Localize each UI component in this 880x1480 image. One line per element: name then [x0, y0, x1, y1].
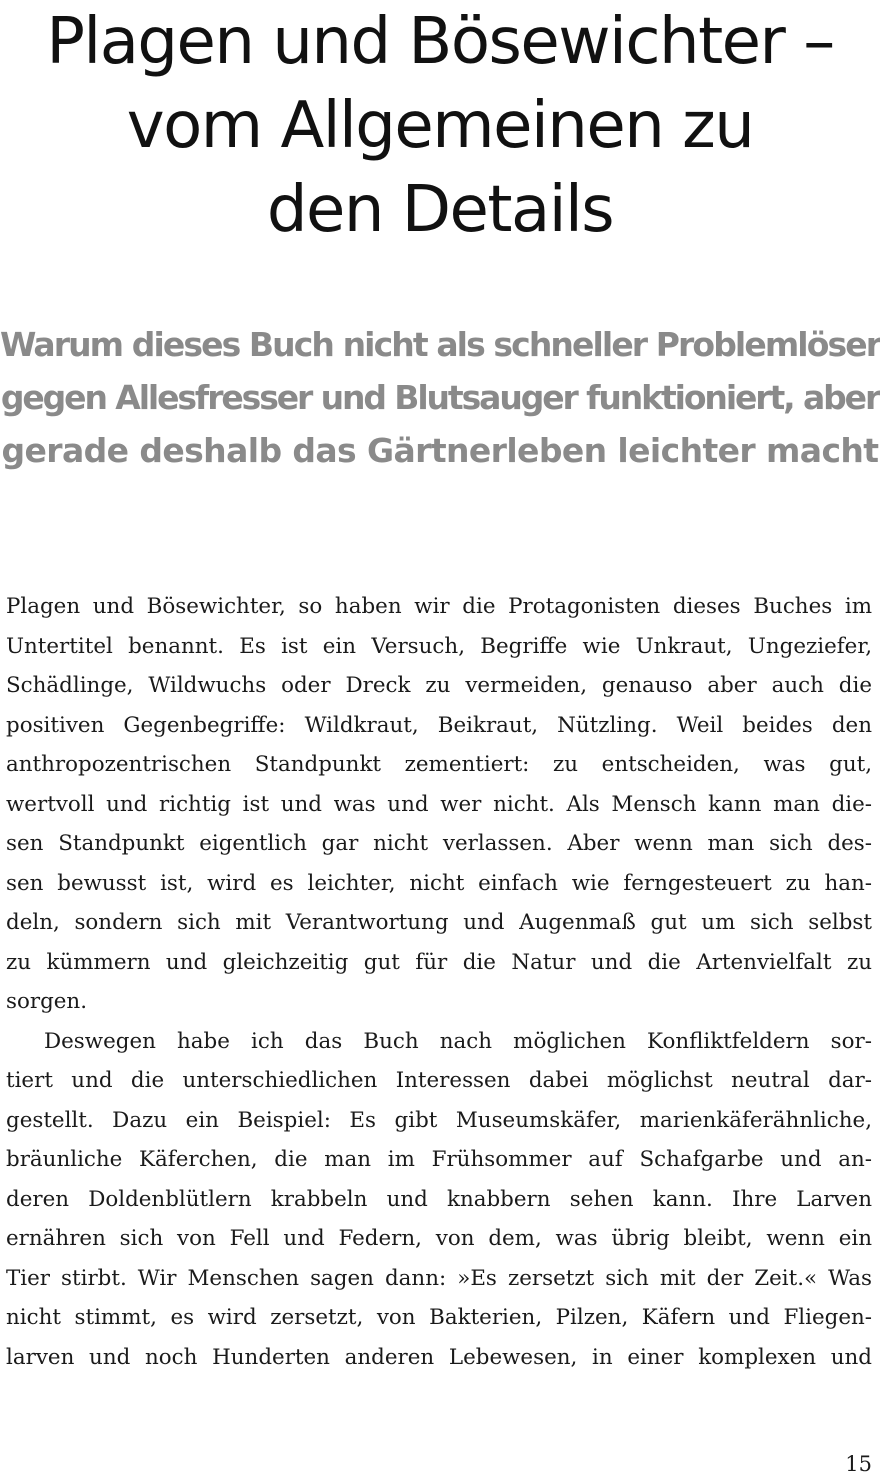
page-number: 15 [845, 1452, 872, 1476]
text-line: Tier stirbt. Wir Menschen sagen dann: »Es zersetzt sich mit der Zeit.« Was [6, 1265, 872, 1291]
chapter-subtitle-line: gegen Allesfresser und Blutsauger funktioniert, aber [0, 378, 880, 417]
text-line: nicht stimmt, es wird zersetzt, von Bakterien, Pilzen, Käfern und Fliegen- [6, 1305, 872, 1330]
text-line: deren Doldenblütlern krabbeln und knabbern sehen kann. Ihre Larven [6, 1186, 872, 1212]
chapter-subtitle-line: Warum dieses Buch nicht als schneller Problemlöser [0, 325, 880, 364]
chapter-title-line: Plagen und Bösewichter – [46, 5, 834, 79]
text-line: Plagen und Bösewichter, so haben wir die Protagonisten dieses Buches im [6, 594, 872, 619]
chapter-title-line: den Details [266, 173, 614, 247]
text-line: ernähren sich von Fell und Federn, von dem, was übrig bleibt, wenn ein [6, 1226, 872, 1251]
body-text [6, 587, 872, 1377]
text-line: sen bewusst ist, wird es leichter, nicht einfach wie ferngesteuert zu han- [6, 870, 872, 896]
chapter-title [0, 0, 880, 252]
text-line: wertvoll und richtig ist und was und wer nicht. Als Mensch kann man die- [6, 791, 872, 817]
text-line: sorgen. [6, 989, 88, 1014]
chapter-subtitle [0, 318, 880, 477]
text-line: Schädlinge, Wildwuchs oder Dreck zu vermeiden, genauso aber auch die [6, 673, 872, 698]
text-line: Deswegen habe ich das Buch nach möglichen Konfliktfeldern sor- [44, 1028, 872, 1054]
paragraph-2 [6, 1022, 872, 1378]
text-line: anthropozentrischen Standpunkt zementiert: zu entscheiden, was gut, [6, 752, 872, 777]
chapter-subtitle-line: gerade deshalb das Gärtnerleben leichter macht [1, 431, 879, 470]
text-line: sen Standpunkt eigentlich gar nicht verlassen. Aber wenn man sich des- [6, 831, 872, 856]
text-line: deln, sondern sich mit Verantwortung und Augenmaß gut um sich selbst [6, 910, 872, 935]
paragraph-1 [6, 587, 872, 1022]
text-line: larven und noch Hunderten anderen Lebewesen, in einer komplexen und [6, 1344, 872, 1370]
text-line: gestellt. Dazu ein Beispiel: Es gibt Museumskäfer, marienkäferähnliche, [6, 1107, 872, 1133]
text-line: positiven Gegenbegriffe: Wildkraut, Beikraut, Nützling. Weil beides den [6, 712, 872, 738]
text-line: tiert und die unterschiedlichen Interessen dabei möglichst neutral dar- [6, 1068, 872, 1093]
text-line: zu kümmern und gleichzeitig gut für die Natur und die Artenvielfalt zu [6, 949, 872, 975]
text-line: Untertitel benannt. Es ist ein Versuch, Begriffe wie Unkraut, Ungeziefer, [6, 633, 872, 659]
chapter-title-line: vom Allgemeinen zu [126, 89, 754, 163]
text-line: bräunliche Käferchen, die man im Frühsommer auf Schafgarbe und an- [6, 1147, 872, 1172]
